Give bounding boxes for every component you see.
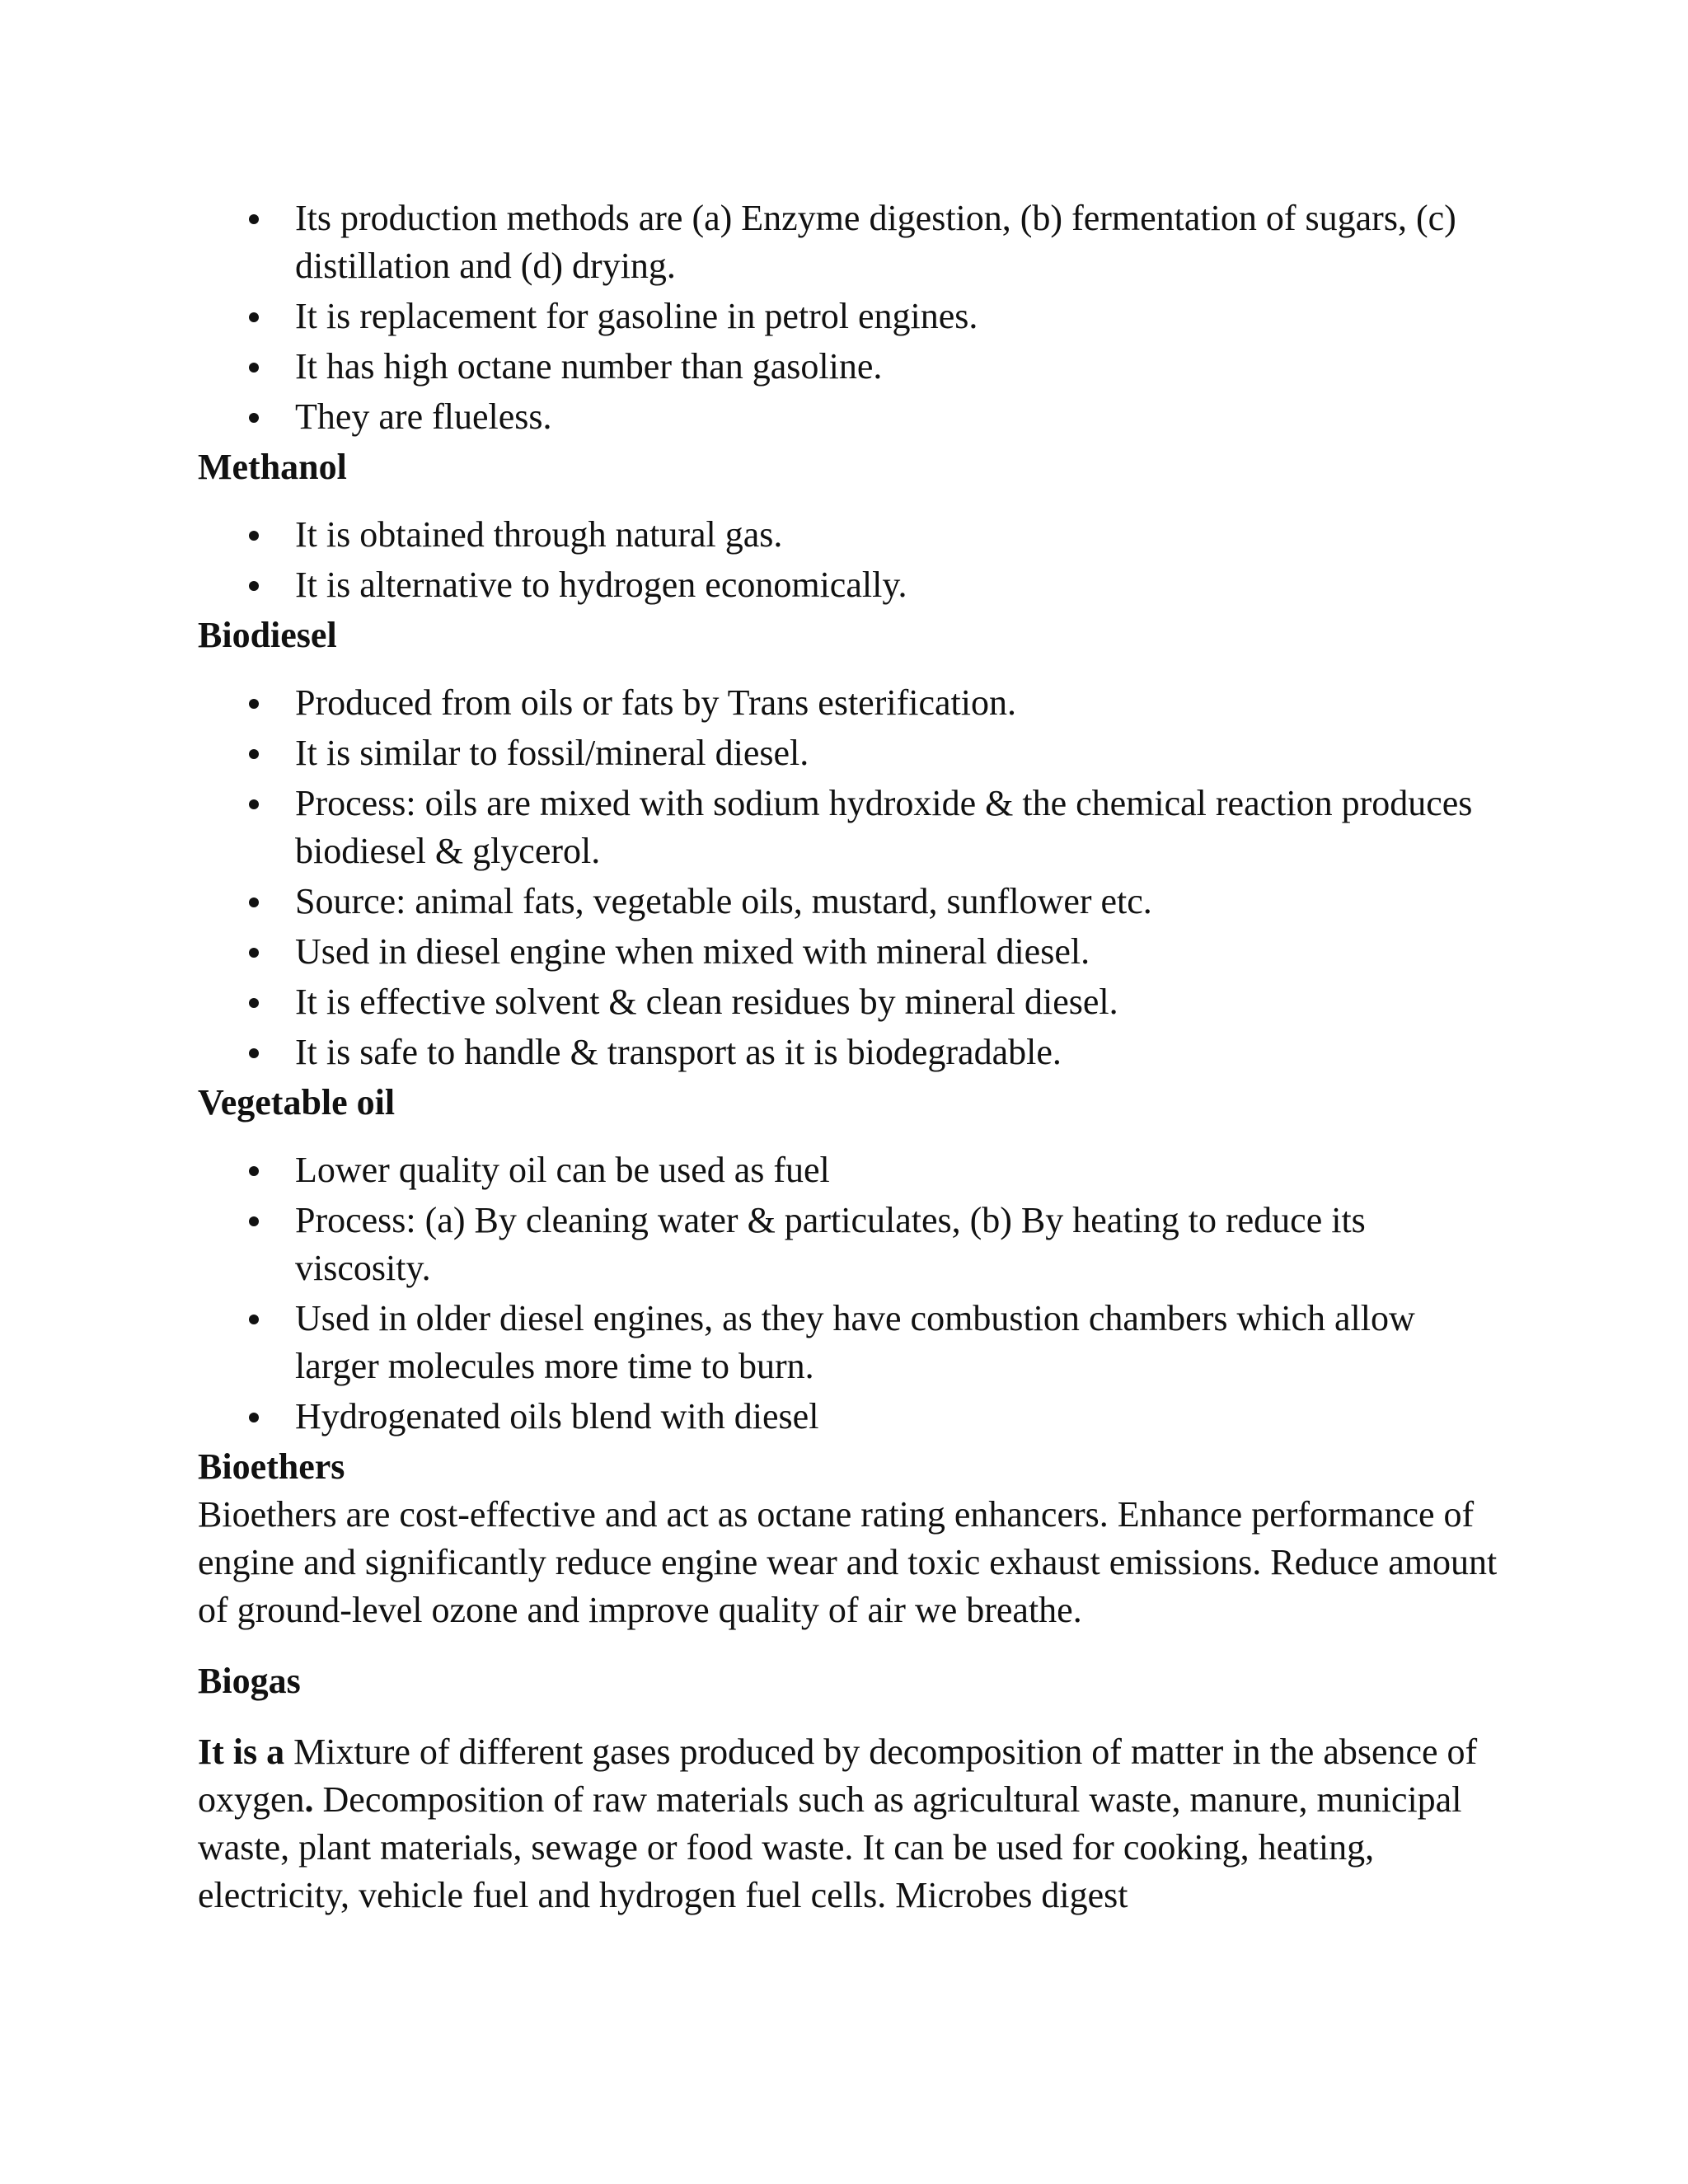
bullet-icon <box>249 898 259 907</box>
biogas-rest-text: Decomposition of raw materials such as agricultural waste, manure, municipal waste, plant materials, sewage or food waste. It can be used for cooking, heating, electricity, vehicle fuel and hydrogen fuel cells. Microbes digest <box>198 1779 1462 1915</box>
bullet-icon <box>249 214 259 224</box>
biogas-period: . <box>304 1779 314 1820</box>
bullet-icon <box>249 312 259 322</box>
list-item: It is replacement for gasoline in petrol engines. <box>198 293 1500 340</box>
biodiesel-bullet-list <box>198 679 1500 1076</box>
list-item: Process: (a) By cleaning water & particulates, (b) By heating to reduce its viscosity. <box>198 1197 1500 1292</box>
bullet-icon <box>249 1315 259 1324</box>
bullet-icon <box>249 799 259 809</box>
biodiesel-heading: Biodiesel <box>198 615 337 655</box>
list-item: Process: oils are mixed with sodium hydroxide & the chemical reaction produces biodiesel & glycerol. <box>198 780 1500 875</box>
bullet-icon <box>249 1216 259 1226</box>
list-item: Its production methods are (a) Enzyme digestion, (b) fermentation of sugars, (c) distillation and (d) drying. <box>198 194 1500 290</box>
biogas-heading: Biogas <box>198 1661 301 1701</box>
bullet-icon <box>249 531 259 541</box>
document-page <box>198 194 1500 1919</box>
list-item: It is safe to handle & transport as it is biodegradable. <box>198 1029 1500 1076</box>
list-item: It is similar to fossil/mineral diesel. <box>198 729 1500 777</box>
list-item: Hydrogenated oils blend with diesel <box>198 1393 1500 1441</box>
biogas-lead-text: Mixture of different gases produced by decomposition of matter in the absence of oxygen <box>198 1732 1478 1820</box>
bullet-icon <box>249 998 259 1008</box>
bullet-icon <box>249 1048 259 1058</box>
vegetable-oil-heading: Vegetable oil <box>198 1082 396 1122</box>
list-item: Lower quality oil can be used as fuel <box>198 1146 1500 1194</box>
bullet-icon <box>249 363 259 373</box>
methanol-bullet-list <box>198 511 1500 609</box>
bullet-icon <box>249 1166 259 1176</box>
list-item: It is alternative to hydrogen economically. <box>198 561 1500 609</box>
list-item: Source: animal fats, vegetable oils, mustard, sunflower etc. <box>198 878 1500 926</box>
list-item: Produced from oils or fats by Trans esterification. <box>198 679 1500 727</box>
methanol-heading: Methanol <box>198 447 347 487</box>
bioethers-paragraph: Bioethers are cost-effective and act as octane rating enhancers. Enhance performance of engine and significantly reduce engine wear and toxic exhaust emissions. Reduce amount of ground-level ozone and improve quality of air we breathe. <box>198 1494 1498 1630</box>
bullet-icon <box>249 699 259 709</box>
bullet-icon <box>249 1413 259 1422</box>
intro-bullet-list <box>198 194 1500 441</box>
bullet-icon <box>249 581 259 591</box>
list-item: It is obtained through natural gas. <box>198 511 1500 559</box>
list-item: It has high octane number than gasoline. <box>198 343 1500 391</box>
vegetable-oil-bullet-list <box>198 1146 1500 1441</box>
bullet-icon <box>249 948 259 958</box>
bullet-icon <box>249 749 259 759</box>
list-item: Used in older diesel engines, as they have combustion chambers which allow larger molecules more time to burn. <box>198 1295 1500 1390</box>
list-item: It is effective solvent & clean residues by mineral diesel. <box>198 978 1500 1026</box>
list-item: They are flueless. <box>198 393 1500 441</box>
list-item: Used in diesel engine when mixed with mineral diesel. <box>198 928 1500 976</box>
bioethers-heading: Bioethers <box>198 1446 345 1487</box>
biogas-lead-bold: It is a <box>198 1732 285 1772</box>
biogas-paragraph <box>198 1728 1500 1919</box>
bullet-icon <box>249 413 259 423</box>
